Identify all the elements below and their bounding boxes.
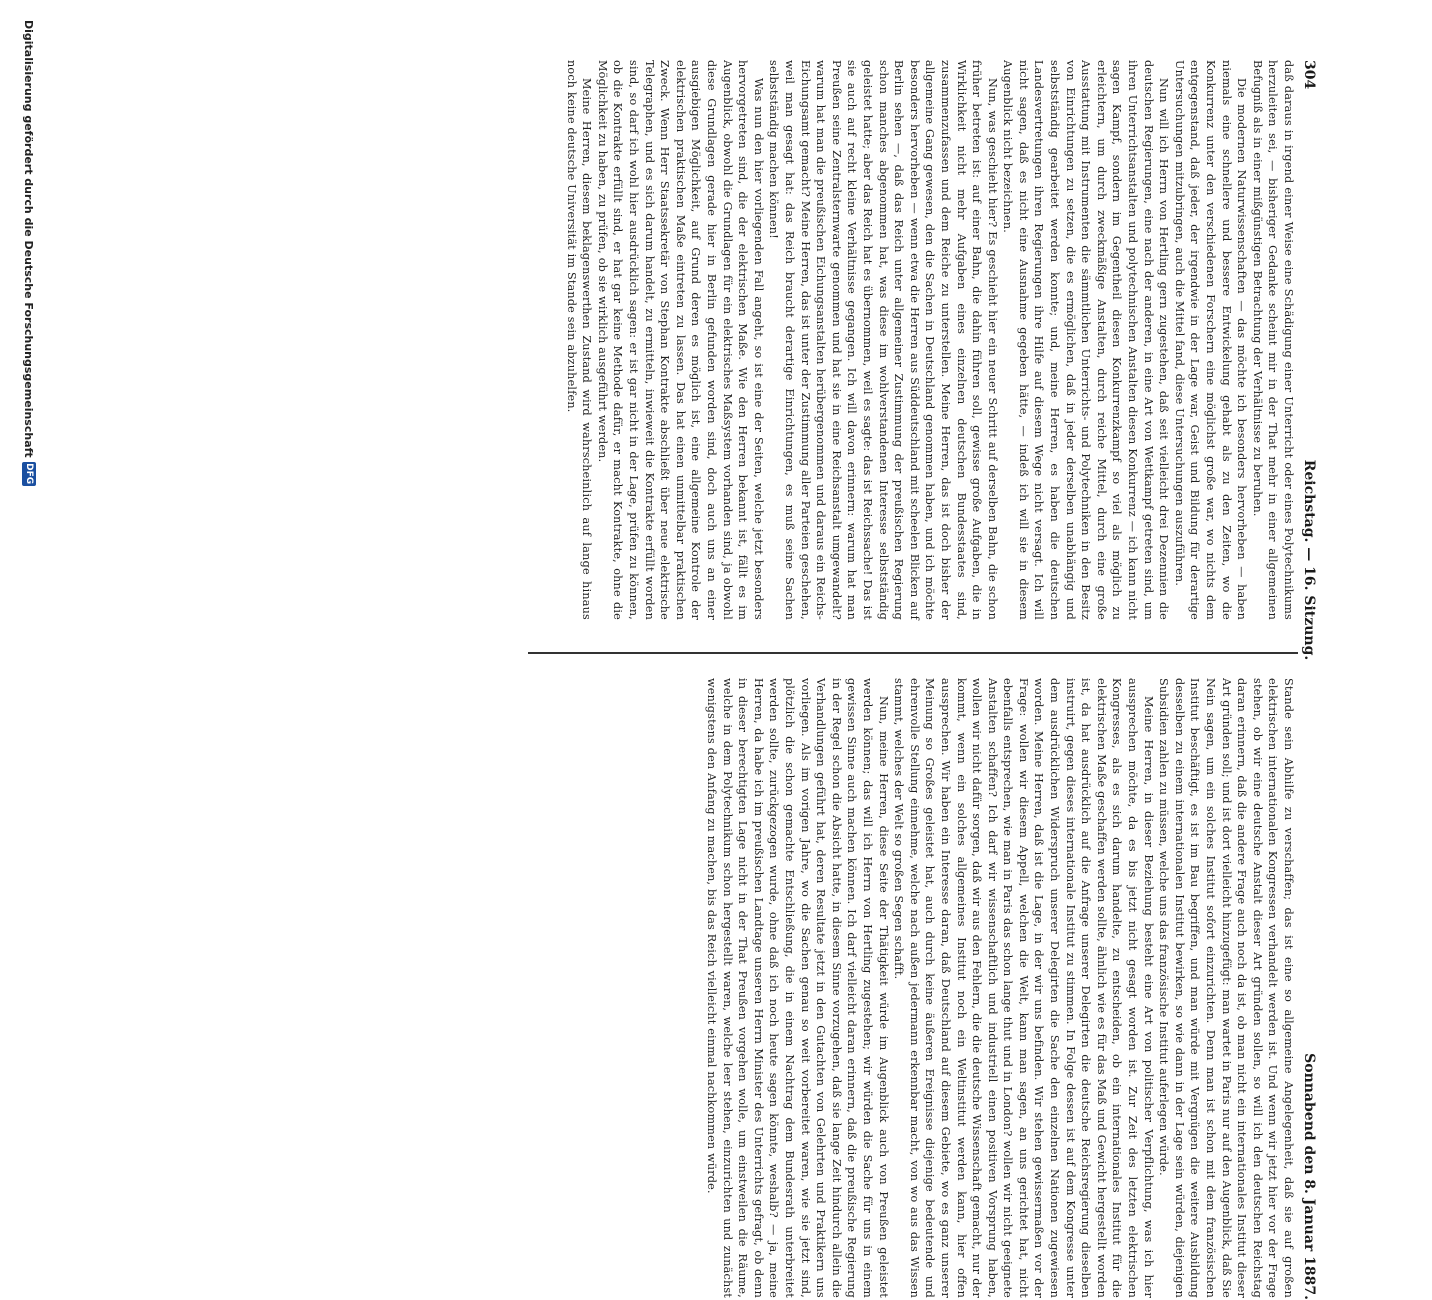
paragraph: Was nun den hier vorliegenden Fall angeht, so ist eine der Seiten, welche jetzt besonders hervorgetreten sind, die der elektrischen Maße. Wie den Herren bekannt ist, fällt es im Augenblick, obwohl die Grundlagen für ein elektrisches Maßsystem vorhanden sind, ja obwohl diese Grundlagen gerade hier in Berlin gefunden worden sind, doch auch uns an einer ausgiebigen Möglichkeit, auf Grund deren es möglich ist, eine allgemeine Kontrole der elektrischen praktischen Maße eintreten zu lassen. Das hat einen unmittelbar praktischen Zweck. Wenn Herr Staatssekretär von Stephan Kontrakte abschließt über neue elektrische Telegraphen, und es sich darum handelt, zu ermitteln, inwieweit die Kontrakte erfüllt worden sind, so darf ich wohl hier ausdrücklich sagen: er ist gar nicht in der Lage, prüfen zu können, ob die Kontrakte erfüllt sind, er hat gar keine Methode dafür, er macht Kontrakte, ohne die Möglichkeit zu haben, zu prüfen, ob sie wirklich ausgeführt werden. xyxy=(595,60,765,620)
page-header xyxy=(1298,60,1320,1300)
column-divider xyxy=(528,652,1298,654)
session-date: Sonnabend den 8. Januar 1887. xyxy=(1301,1053,1317,1300)
paragraph: Meine Herren, diesem beklagenswerthen Zustand wird wahrscheinlich auf lange hinaus noch keine deutsche Universität im Stande sein abzuhelfen. xyxy=(564,60,594,620)
left-column xyxy=(536,60,1296,620)
page-number: 304 xyxy=(1301,60,1317,90)
paragraph: Die modernen Naturwissenschaften — das möchte ich besonders hervorheben — haben niemals eine schnellere und bessere Entwickelung gehabt als zu den Zeiten, wo die Konkurrenz unter den verschiedenen Forschern eine möglichst große war, wo nichts dem entgegenstand, daß jeder, der irgendwie in der Lage war, Geist und Bildung für derartige Untersuchungen mitzubringen, auch die Mittel fand, diese Untersuchungen auszuführen. xyxy=(1172,60,1249,620)
paragraph: Meine Herren, in dieser Beziehung besteht eine Art von politischer Verpflichtung, was ich hier aussprechen möchte, da es bis jetzt nicht gesagt worden ist. Zur Zeit des letzten elektrischen Kongresses, als es sich darum handelte, zu entscheiden, ob ein internationales Institut für die elektrischen Maße geschaffen werden sollte, ähnlich wie es für das Maß und Gewicht hergestellt worden ist, da hat ausdrücklich auf die Anfrage unserer Delegirten die deutsche Reichsregierung dieselben instruirt, gegen dieses internationale Institut zu stimmen. In Folge dessen ist auf dem Kongresse unter dem ausdrücklichen Widerspruch unserer Delegirten die Sache den einzelnen Nationen zugewiesen worden. Meine Herren, daß ist die Lage, in der wir uns befinden. Wir stehen gewissermaßen vor der Frage: wollen wir diesem Appell, welchen die Welt, kann man sagen, an uns gerichtet hat, nicht ebenfalls entsprechen, wie man in Paris das schon lange thut und in London? wollen wir nicht geeignete Anstalten schaffen? Ich darf wir wissenschaftlich und industriell einen positiven Vorsprung haben, wollen wir nicht dafür sorgen, daß wir aus den Fehlern, die die deutsche Wissenschaft gemacht, nur der kommt, wenn ein solches allgemeines Institut noch ein Weltinstitut werden kann, hier offen aussprechen. Wir haben ein Interesse daran, daß Deutschland auf diesem Gebiete, wo es ganz unserer Meinung so Großes geleistet hat, auch durch keine äußeren Ereignisse diejenige bedeutende und ehrenvolle Stellung einnehme, welche nach außen jedermann erkennbar macht, von wo aus das Wissen stammt, welches der Welt so großen Segen schafft. xyxy=(892,678,1155,1298)
paragraph: Nun, meine Herren, diese Seite der Thätigkeit würde im Augenblick auch von Preußen geleistet werden können; das will ich Herrn von Hertling zugestehen; wir würden die Sache für uns in einem gewissen Sinne auch machen können. Ich darf vielleicht daran erinnern, daß die preußische Regierung in der Regel schon die Absicht hatte, in diesem Sinne vorzugehen, daß sie lange Zeit hindurch allein die Verhandlungen geführt hat, deren Resultate jetzt in den Gutachten von Gelehrten und Praktikern uns vorliegen. Als im vorigen Jahre, wo die Sachen genau so weit vorbereitet waren, wie sie jetzt sind, plötzlich die schon gemachte Entschließung, die in einem Nachtrag dem Bundesrath unterbreitet werden sollte, zurückgezogen wurde, ohne daß ich noch heute sagen könnte, weshalb? — ja, meine Herren, da habe ich im preußischen Landtage unseren Herrn Minister des Unterrichts gefragt, ob denn in dieser berechtigten Lage nicht in der That Preußen vorgehen wolle, um einstweilen die Räume, welche in dem Polytechnikum schon hergestellt waren, welche leer stehen, einzurichten und zunächst wenigstens den Anfang zu machen, bis das Reich vielleicht einmal nachkommen würde. xyxy=(705,678,890,1298)
session-title: Reichstag. — 16. Sitzung. xyxy=(1301,459,1317,661)
paragraph: Nun, was geschieht hier? Es geschieht hier ein neuer Schritt auf derselben Bahn, die schon früher betreten ist: auf einer Bahn, die dahin führen soll, gewisse große Aufgaben, die in Wirklichkeit nicht mehr Aufgaben eines einzelnen deutschen Bundesstaates sind, zusammenzufassen und dem Reiche zu unterstellen. Meine Herren, das ist doch bisher der allgemeine Gang gewesen, den die Sachen in Deutschland genommen haben, und ich möchte besonders hervorheben — wenn etwa die Herren aus Süddeutschland mit scheelen Blicken auf Berlin sehen —, daß das Reich unter allgemeiner Zustimmung der preußischen Regierung schon manches abgenommen hat, was diese im wohlverstandenen Interesse selbstständig geleistet hatte; aber das Reich hat es übernommen, weil es sagte: das ist Reichssache! Das ist sie auch auf recht kleine Verhältnisse gegangen. Ich will davon erinnern: warum hat man Preußen seine Zentralsternwarte genommen und hat sie in eine Reichsanstalt umgewandelt? warum hat man die preußischen Eichungsanstalten herübergenommen und daraus ein Reichs-Eichungsamt gemacht? Meine Herren, das ist unter der Zustimmung aller Parteien geschehen, weil man gesagt hat: das Reich braucht derartige Einrichtungen, es muß seine Sachen selbstständig machen können! xyxy=(767,60,999,620)
paragraph: Nun will ich Herrn von Hertling gern zugestehen, daß seit vielleicht drei Dezennien die deutschen Regierungen, eine nach der anderen, in eine Art von Wettkampf getreten sind, um ihren Unterrichtsanstalten und polytechnischen Anstalten diesen Konkurrenz — ich kann nicht sagen Kampf, sondern im Gegentheil diesen Konkurrenzkampf so viel als möglich zu erleichtern, um durch zweckmäßige Anstalten, durch reiche Mittel, durch eine große Ausstattung mit Instrumenten die sämmtlichen Unterrichts- und Polytechniken in den Besitz von Einrichtungen zu setzen, die es ermöglichen, daß in jeder derselben unabhängig und selbstständig gearbeitet werden konnte; und, meine Herren, es haben die deutschen Landesvertretungen ihren Regierungen ihre Hilfe auf diesem Wege nicht versagt. Ich will nicht sagen, daß es nicht eine Ausnahme gegeben hätte, — indeß ich will sie in diesem Augenblick nicht bezeichnen. xyxy=(1001,60,1171,620)
footer-text: Digitalisierung gefördert durch die Deutsche Forschungsgemeinschaft xyxy=(22,20,36,458)
paragraph: Stande sein Abhilfe zu verschaffen; das ist eine so allgemeine Angelegenheit, daß sie auf großen elektrischen internationalen Kongressen verhandelt werden ist. Und wenn wir jetzt hier vor der Frage stehen, ob wir eine deutsche Anstalt dieser Art gründen sollen, so will ich den deutschen Reichstag daran erinnern, daß die andere Frage auch noch da ist, ob man nicht ein internationales Institut dieser Art gründen soll; und ist dort vielleicht hinzugefügt: man wartet in Paris nur auf den Augenblick, daß Sie Nein sagen, um ein solches Institut sofort einzurichten. Denn man ist schon mit dem französischen Institut beschäftigt, es ist im Bau begriffen, und man würde mit Vergnügen die weitere Ausbildung desselben zu einem internationalen Institut bewirken, so wie dann in der Lage sein würden, diejenigen Subsidien zahlen zu müssen, welche uns das französische Institut auferlegen würde. xyxy=(1157,678,1295,1298)
digitization-footer xyxy=(22,20,36,486)
dfg-logo-icon: DFG xyxy=(24,463,34,485)
right-column xyxy=(536,678,1296,1298)
paragraph: daß daraus in irgend einer Weise eine Schädigung einer Unterricht oder eines Polytechnikums herzuleiten sei, — bisheriger Gedanke scheint mir in der That mehr in einer allgemeinen Befugniß als in einer mißgünstigen Betrachtung der Verhältnisse zu beruhen. xyxy=(1250,60,1295,620)
